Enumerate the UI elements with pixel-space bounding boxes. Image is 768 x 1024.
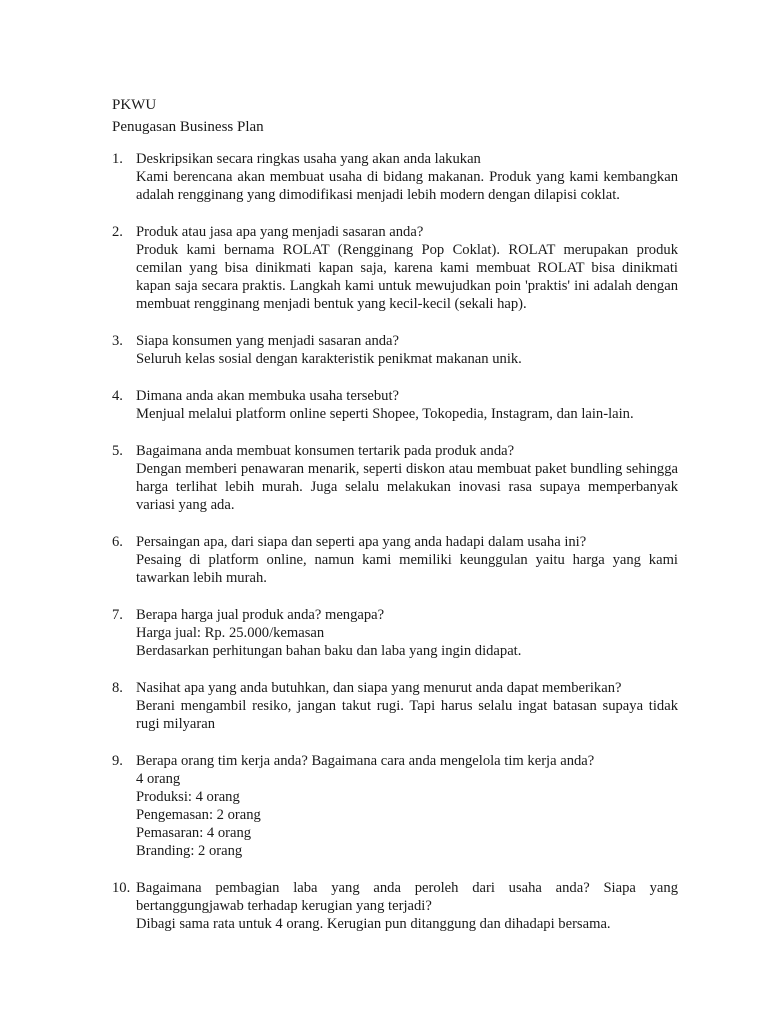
question-number: 9. — [112, 753, 123, 769]
question-text: Bagaimana anda membuat konsumen tertarik pada produk anda? — [136, 443, 515, 459]
document-header — [112, 94, 672, 138]
answer-text: Dengan memberi penawaran menarik, seperti diskon atau membuat paket bundling sehingga harga terlihat lebih murah. Juga selalu melakukan inovasi rasa supaya memperbanyak variasi yang ada. — [136, 461, 678, 513]
question-list — [112, 150, 678, 952]
question-text: Nasihat apa yang anda butuhkan, dan siapa yang menurut anda dapat memberikan? — [136, 680, 622, 696]
question-number: 1. — [112, 151, 123, 167]
question-number: 3. — [112, 333, 123, 349]
question-number: 6. — [112, 534, 123, 550]
answer-text: Seluruh kelas sosial dengan karakteristik penikmat makanan unik. — [136, 351, 522, 367]
question-text: Berapa harga jual produk anda? mengapa? — [136, 607, 385, 623]
question-item-10 — [112, 879, 678, 933]
question-text: Bagaimana pembagian laba yang anda peroleh dari usaha anda? Siapa yang bertanggungjawab terhadap kerugian yang terjadi? — [136, 880, 678, 914]
answer-text: Pesaing di platform online, namun kami memiliki keunggulan yaitu harga yang kami tawarkan lebih murah. — [136, 552, 678, 586]
question-item-8 — [112, 679, 678, 733]
answer-text: Kami berencana akan membuat usaha di bidang makanan. Produk yang kami kembangkan adalah rengginang yang dimodifikasi menjadi lebih modern dengan dilapisi coklat. — [136, 169, 678, 203]
question-number: 2. — [112, 224, 123, 240]
answer-text: Menjual melalui platform online seperti Shopee, Tokopedia, Instagram, dan lain-lain. — [136, 406, 634, 422]
answer-text: Berani mengambil resiko, jangan takut rugi. Tapi harus selalu ingat batasan supaya tidak rugi milyaran — [136, 698, 678, 732]
answer-line: Produksi: 4 orang — [136, 789, 240, 805]
question-text: Persaingan apa, dari siapa dan seperti apa yang anda hadapi dalam usaha ini? — [136, 534, 587, 550]
answer-line: Berdasarkan perhitungan bahan baku dan laba yang ingin didapat. — [136, 643, 522, 659]
question-text: Deskripsikan secara ringkas usaha yang akan anda lakukan — [136, 151, 481, 167]
question-item-7 — [112, 606, 678, 660]
answer-line: Pemasaran: 4 orang — [136, 825, 252, 841]
question-item-6 — [112, 533, 678, 587]
document-title: PKWU — [112, 97, 157, 113]
document-subtitle: Penugasan Business Plan — [112, 119, 264, 135]
answer-text: Produk kami bernama ROLAT (Rengginang Pop Coklat). ROLAT merupakan produk cemilan yang bisa dinikmati kapan saja, karena kami membuat ROLAT bisa dinikmati kapan saja secara praktis. Langkah kami untuk mewujudkan poin 'praktis' ini adalah dengan membuat rengginang menjadi bentuk yang kecil-kecil (sekali hap). — [136, 242, 678, 312]
question-text: Dimana anda akan membuka usaha tersebut? — [136, 388, 399, 404]
question-item-9 — [112, 752, 678, 860]
answer-line: Pengemasan: 2 orang — [136, 807, 261, 823]
question-number: 8. — [112, 680, 123, 696]
question-number: 5. — [112, 443, 123, 459]
question-text: Siapa konsumen yang menjadi sasaran anda? — [136, 333, 400, 349]
answer-line: 4 orang — [136, 771, 181, 787]
question-item-4 — [112, 387, 678, 423]
question-number: 10. — [112, 880, 131, 896]
answer-line: Harga jual: Rp. 25.000/kemasan — [136, 625, 325, 641]
question-item-3 — [112, 332, 678, 368]
question-number: 7. — [112, 607, 123, 623]
answer-line: Branding: 2 orang — [136, 843, 243, 859]
question-text: Berapa orang tim kerja anda? Bagaimana cara anda mengelola tim kerja anda? — [136, 753, 595, 769]
question-number: 4. — [112, 388, 123, 404]
question-item-5 — [112, 442, 678, 514]
question-item-1 — [112, 150, 678, 204]
question-text: Produk atau jasa apa yang menjadi sasaran anda? — [136, 224, 424, 240]
answer-text: Dibagi sama rata untuk 4 orang. Kerugian pun ditanggung dan dihadapi bersama. — [136, 916, 611, 932]
question-item-2 — [112, 223, 678, 313]
